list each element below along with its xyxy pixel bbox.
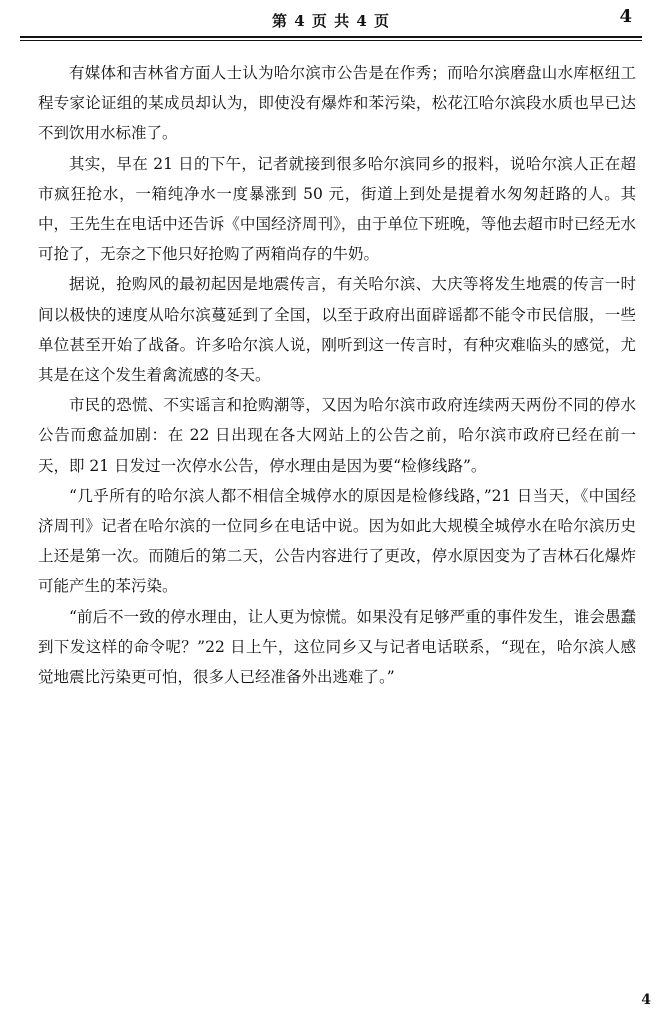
paragraph: “几乎所有的哈尔滨人都不相信全城停水的原因是检修线路，”21 日当天，《中国经济周刊》记者在哈尔滨的一位同乡在电话中说。因为如此大规模全城停水在哈尔滨历史上还是第一次。而随后的第二天，公告内容进行了更改，停水原因变为了吉林石化爆炸可能产生的苯污染。: [38, 486, 636, 596]
header-page-mark: 4: [619, 6, 632, 27]
paragraph: 有媒体和吉林省方面人士认为哈尔滨市公告是在作秀；而哈尔滨磨盘山水库枢纽工程专家论证组的某成员却认为，即使没有爆炸和苯污染，松花江哈尔滨段水质也早已达不到饮用水标准了。: [38, 64, 636, 143]
paragraph: 其实，早在 21 日的下午，记者就接到很多哈尔滨同乡的报料，说哈尔滨人正在超市疯狂抢水，一箱纯净水一度暴涨到 50 元，街道上到处是提着水匆匆赶路的人。其中，王先生在电话中还告诉《中国经济周刊》，由于单位下班晚，等他去超市时已经无水可抢了，无奈之下他只好抢购了两箱尚存的牛奶。: [38, 154, 636, 264]
paragraph: “前后不一致的停水理由，让人更为惊慌。如果没有足够严重的事件发生，谁会愚蠢到下发这样的命令呢？”22 日上午，这位同乡又与记者电话联系，“现在，哈尔滨人感觉地震比污染更可怕，很多人已经准备外出逃难了。”: [38, 607, 636, 687]
page-header: [20, 6, 642, 34]
paragraph: 据说，抢购风的最初起因是地震传言，有关哈尔滨、大庆等将发生地震的传言一时间以极快的速度从哈尔滨蔓延到了全国，以至于政府出面辟谣都不能令市民信服，一些单位甚至开始了战备。许多哈尔滨人说，刚听到这一传言时，有种灾难临头的感觉，尤其是在这个发生着禽流感的冬天。: [38, 275, 636, 385]
header-rule-thin: [20, 40, 642, 41]
header-rule-thick: [20, 36, 642, 38]
article-body: [38, 58, 636, 692]
paragraph: 市民的恐慌、不实谣言和抢购潮等，又因为哈尔滨市政府连续两天两份不同的停水公告而愈益加剧：在 22 日出现在各大网站上的公告之前，哈尔滨市政府已经在前一天，即 21 日发过一次停水公告，停水理由是因为要“检修线路”。: [38, 396, 636, 475]
footer-page-number: 4: [641, 992, 651, 1008]
header-title: 第 4 页 共 4 页: [272, 12, 390, 30]
